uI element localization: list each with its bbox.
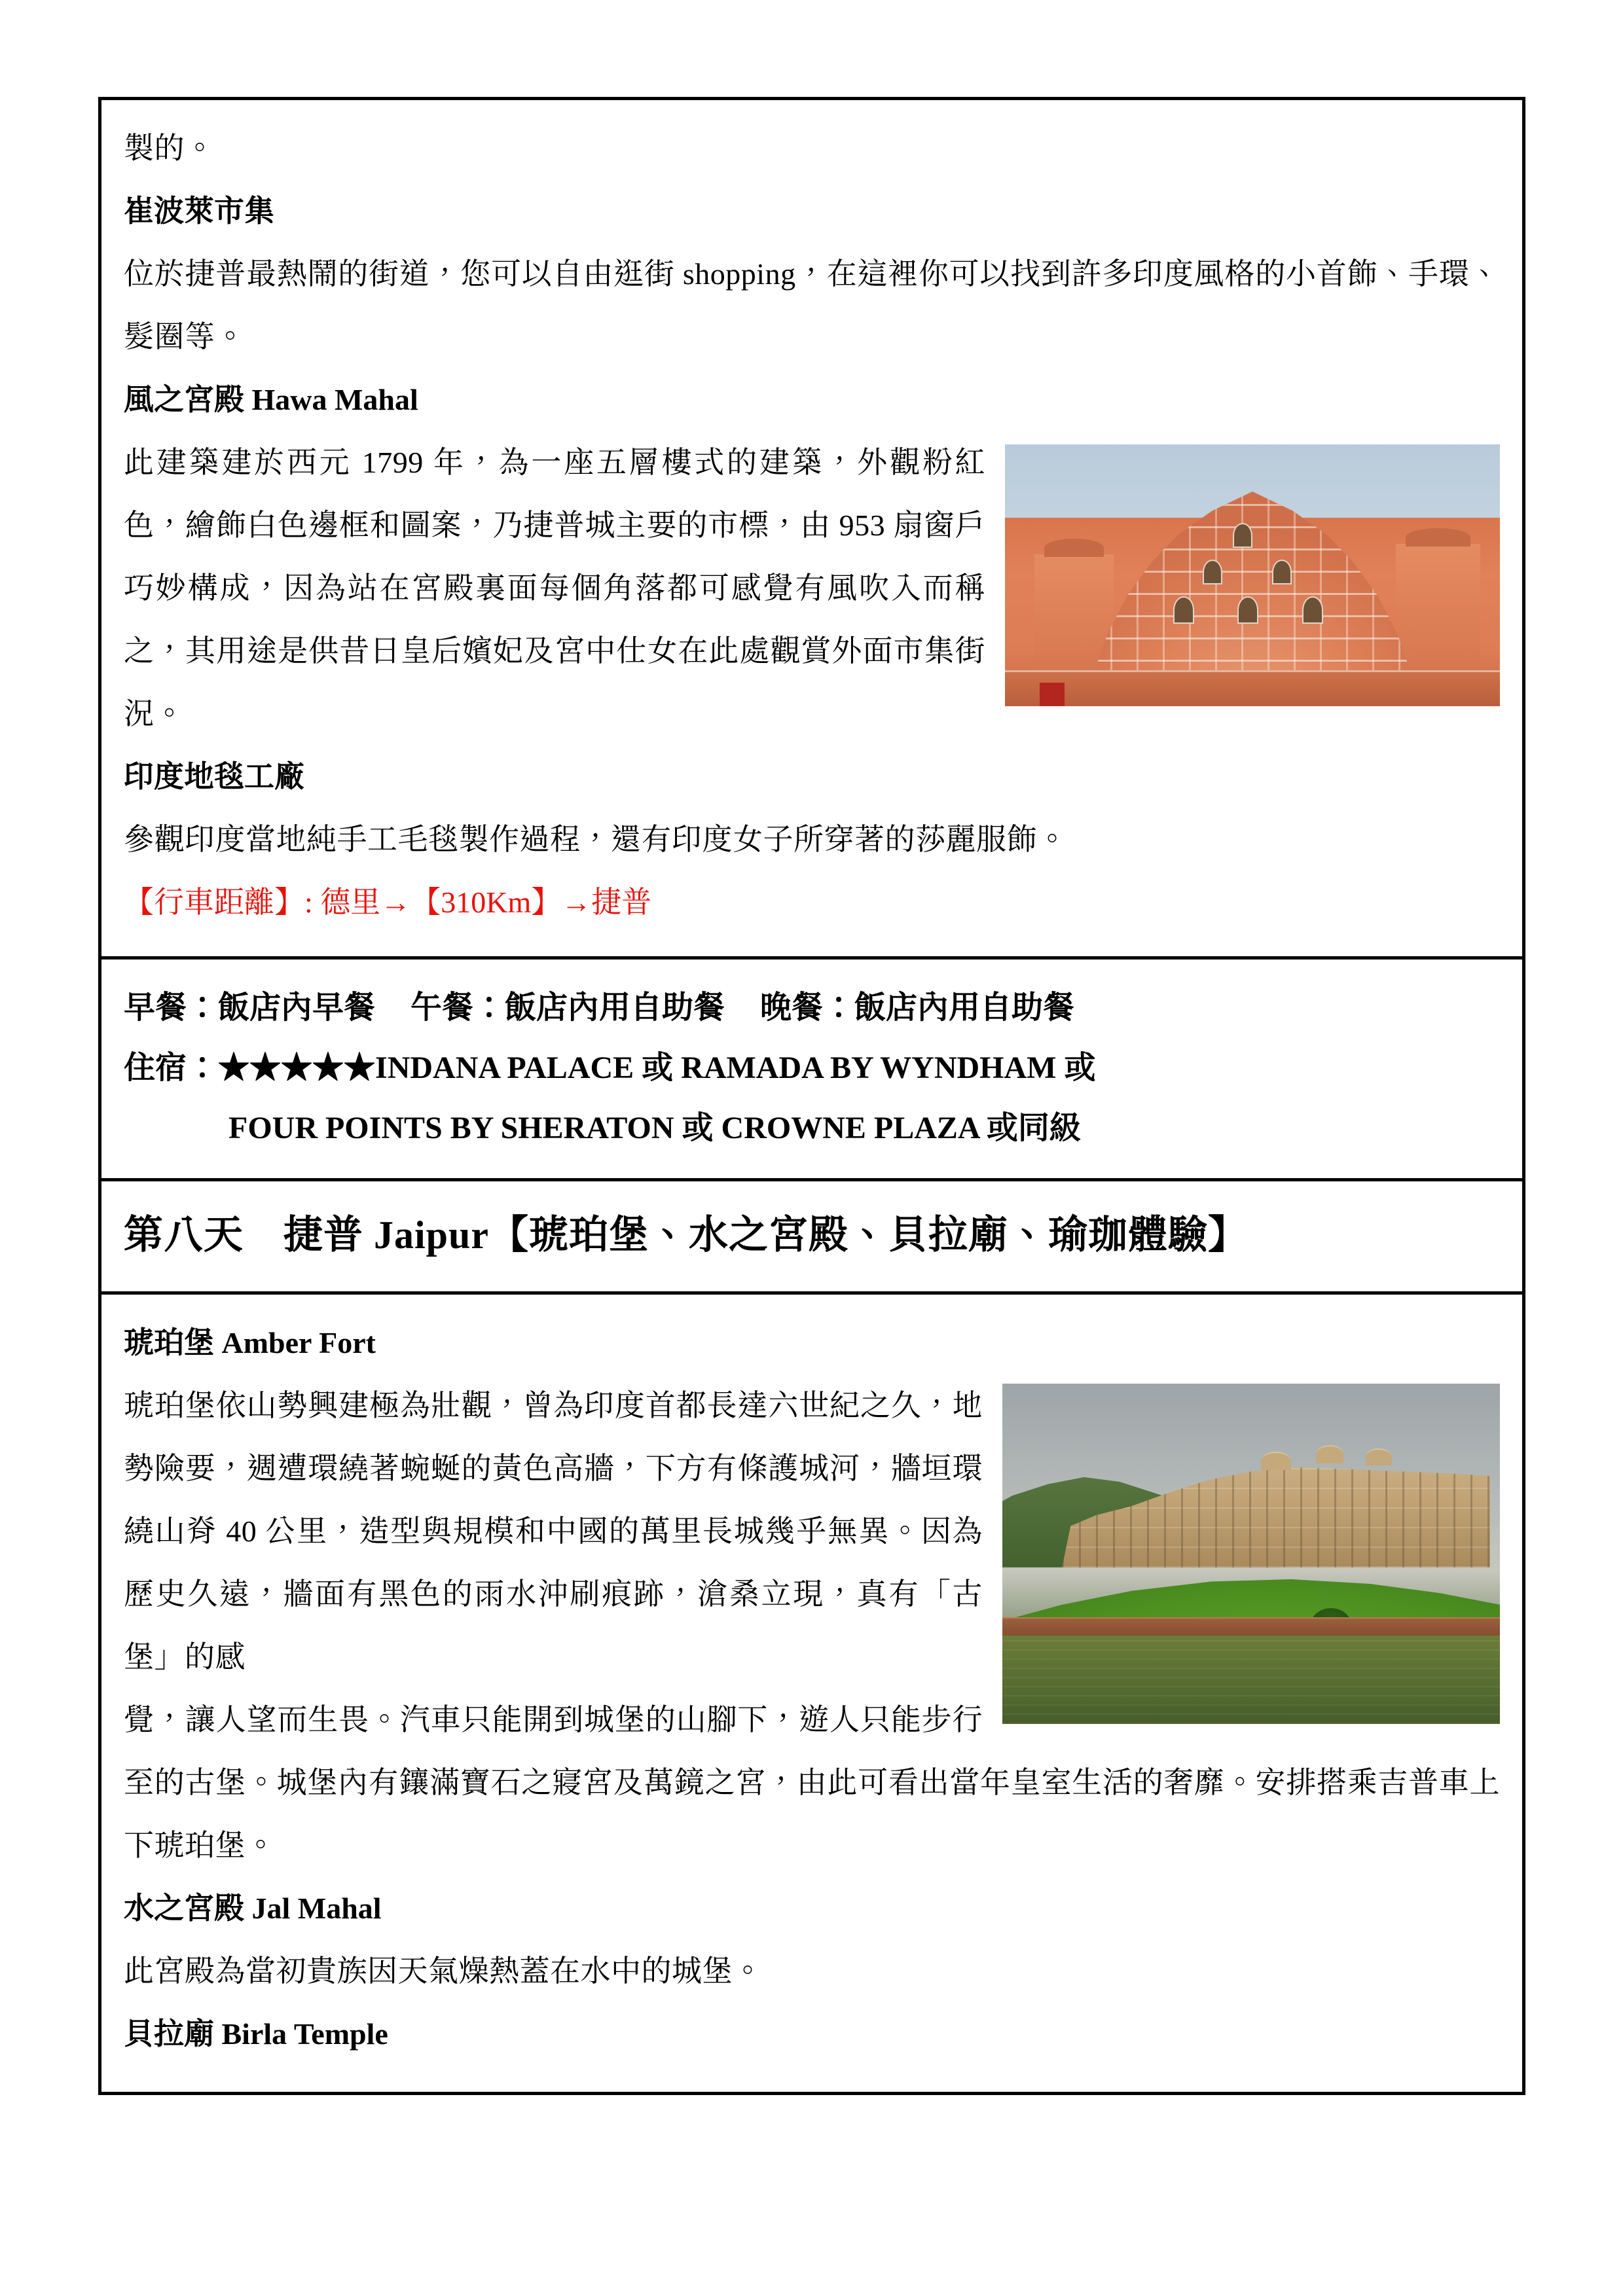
photo-window [1173, 596, 1194, 624]
day-title-text: 第八天 捷普 Jaipur【琥珀堡、水之宮殿、貝拉廟、瑜珈體驗】 [124, 1213, 1249, 1257]
heading-jal-mahal: 水之宮殿 Jal Mahal [124, 1892, 382, 1925]
photo-window [1237, 596, 1258, 624]
hotel-names-line-2: FOUR POINTS BY SHERATON 或 CROWNE PLAZA 或同級 [228, 1111, 1081, 1145]
meals-line [124, 978, 1500, 1038]
body-jal-mahal: 此宮殿為當初貴族因天氣燥熱蓋在水中的城堡。 [124, 1954, 763, 1988]
itinerary-table [98, 97, 1525, 2095]
heading-carpet-factory: 印度地毯工廠 [124, 760, 304, 793]
photo-dome-right [1406, 528, 1470, 547]
hotel-star-rating: ★★★★★ [218, 1050, 376, 1085]
table-row-meals-hotel [101, 960, 1522, 1181]
body-hawa-mahal: 此建築建於西元 1799 年，為一座五層樓式的建築，外觀粉紅色，繪飾白色邊框和圖案，乃捷普城主要的市標，由 953 扇窗戶巧妙構成，因為站在宮殿裏面每個角落都可感覺有風吹入而稱之，其用途是供昔日皇后嬪妃及宮中仕女在此處觀賞外面市集街況。 [124, 446, 985, 730]
heading-hawa-mahal: 風之宮殿 Hawa Mahal [124, 383, 418, 416]
dinner-label: 晚餐：飯店內用自助餐 [760, 990, 1075, 1025]
drive-distance-note: 【行車距離】: 德里→【310Km】→捷普 [124, 886, 652, 919]
lunch-label: 午餐：飯店內用自助餐 [410, 990, 725, 1025]
heading-birla-temple: 貝拉廟 Birla Temple [124, 2017, 388, 2051]
heading-amber-fort: 琥珀堡 Amber Fort [124, 1326, 376, 1359]
continuation-text: 製的。 [124, 132, 215, 165]
hawa-mahal-photo [1005, 444, 1500, 706]
meals-hotel-cell [101, 960, 1522, 1178]
hotel-names-line-1: INDANA PALACE 或 RAMADA BY WYNDHAM 或 [375, 1050, 1096, 1085]
hotel-line-2 [124, 1098, 1500, 1158]
breakfast-label: 早餐：飯店內早餐 [124, 990, 376, 1025]
body-amber-fort-wrap: 琥珀堡依山勢興建極為壯觀，曾為印度首都長達六世紀之久，地勢險要，週遭環繞著蜿蜒的黃色高牆，下方有條護城河，牆垣環繞山脊 40 公里，造型與規模和中國的萬里長城幾乎無異。因為歷史久遠，牆面有黑色的雨水沖刷痕跡，滄桑立現，真有「古堡」的感 [124, 1389, 983, 1674]
photo-window [1302, 596, 1323, 624]
body-carpet-factory: 參觀印度當地純手工毛毯製作過程，還有印度女子所穿著的莎麗服飾。 [124, 823, 1068, 856]
photo-window [1203, 560, 1222, 584]
day8-detail-cell [101, 1295, 1522, 2092]
body-amber-fort-continued: 覺，讓人望而生畏。汽車只能開到城堡的山腳下，遊人只能步行至的古堡。城堡內有鑲滿寶石之寢宮及萬鏡之宮，由此可看出當年皇室生活的奢靡。安排搭乘吉普車上下琥珀堡。 [124, 1703, 1500, 1862]
hotel-line-1 [124, 1038, 1500, 1098]
photo-dome-left [1044, 539, 1104, 557]
hotel-label: 住宿： [124, 1050, 219, 1085]
photo-dome [1366, 1448, 1392, 1465]
photo-lake [1002, 1636, 1500, 1724]
table-row-day8-detail [101, 1295, 1522, 2092]
table-row-day-title [101, 1181, 1522, 1295]
photo-window [1233, 523, 1252, 548]
day7-detail-cell [101, 100, 1522, 956]
table-row-day7-detail [101, 100, 1522, 960]
photo-red-banner [1040, 683, 1065, 706]
photo-dome [1316, 1445, 1343, 1463]
heading-chowpatty-market: 崔波萊市集 [124, 194, 274, 228]
day-title-cell [101, 1181, 1522, 1291]
photo-dome [1261, 1452, 1291, 1470]
photo-window [1272, 560, 1292, 584]
photo-street-level [1005, 670, 1500, 706]
amber-fort-photo [1002, 1384, 1500, 1724]
body-chowpatty-market: 位於捷普最熱鬧的街道，您可以自由逛街 shopping，在這裡你可以找到許多印度風格的小首飾、手環、髮圈等。 [124, 257, 1500, 353]
